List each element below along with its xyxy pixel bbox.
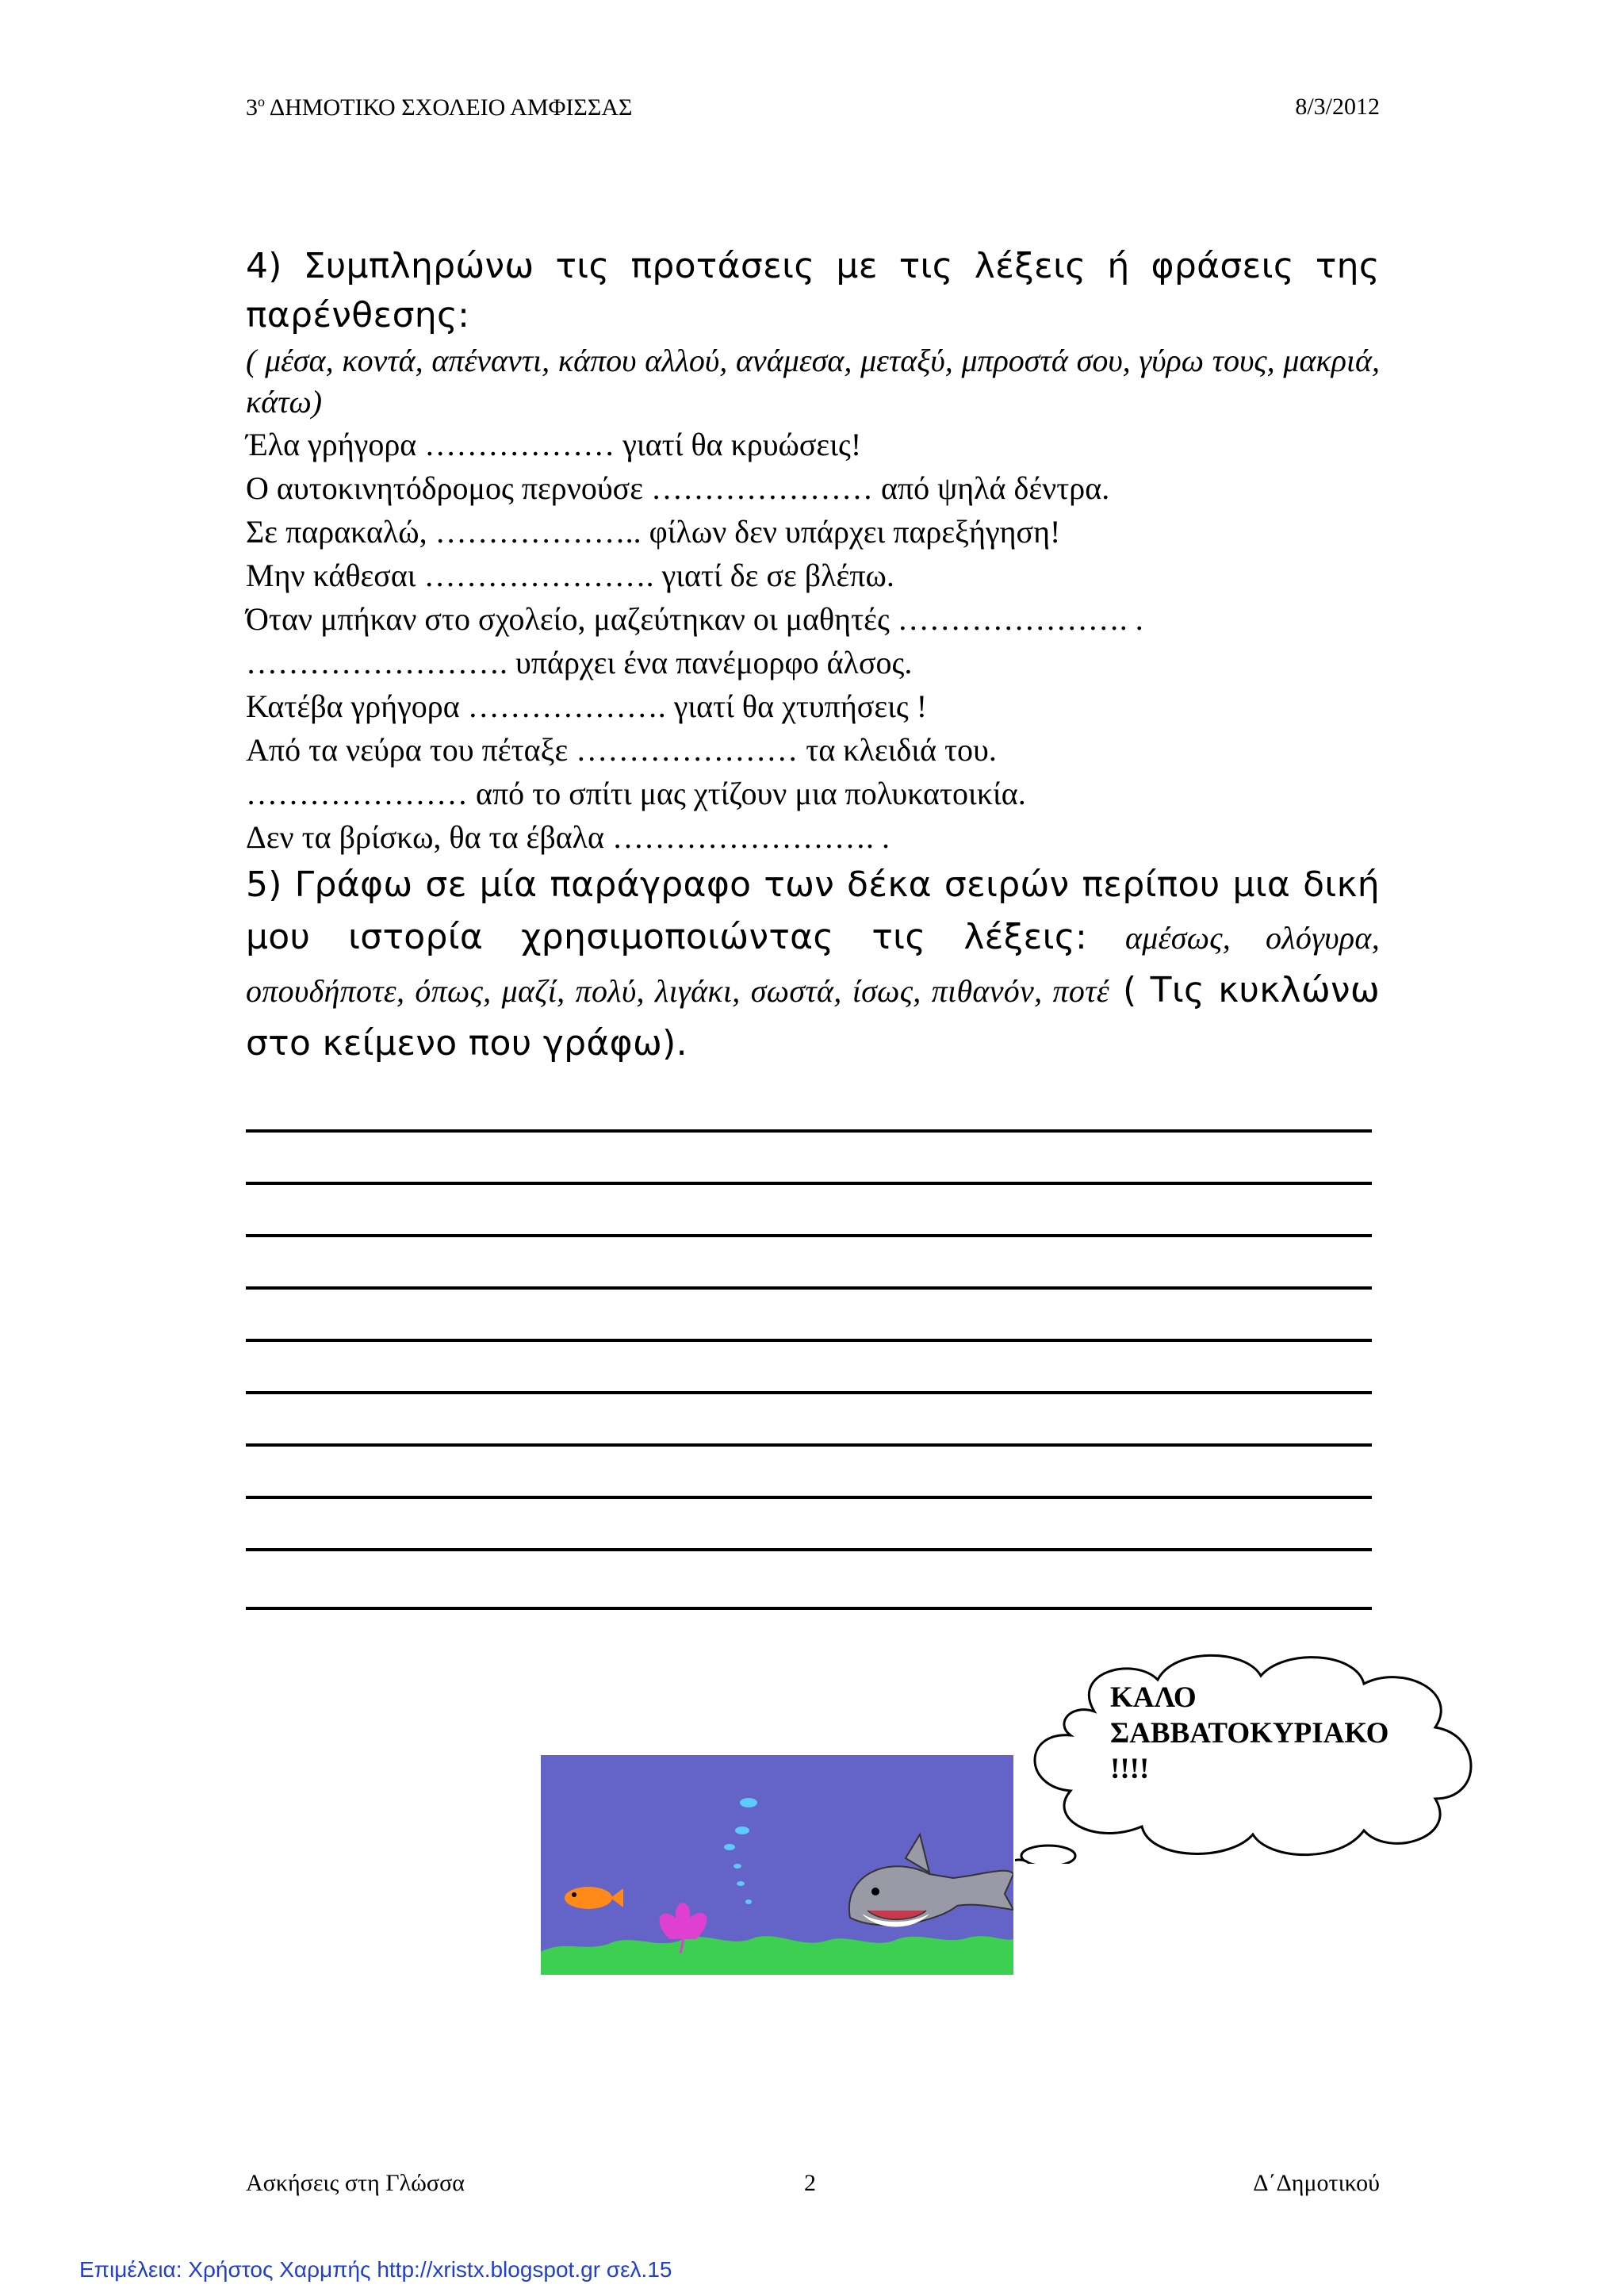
- sentence-6: ……………………. υπάρχει ένα πανέμορφο άλσος.: [246, 645, 913, 680]
- worksheet-content: [246, 242, 1380, 1070]
- exercise4-sentence-list: [246, 423, 1380, 859]
- sentence-2: Ο αυτοκινητόδρομος περνούσε ………………… από ψηλά δέντρα.: [246, 470, 1110, 506]
- sentence-1: Έλα γρήγορα ……………… γιατί θα κρυώσεις!: [246, 427, 862, 462]
- sentence-5: Όταν μπήκαν στο σχολείο, μαζεύτηκαν οι μαθητές …………………. .: [246, 601, 1143, 637]
- sentence-3: Σε παρακαλώ, ……………….. φίλων δεν υπάρχει παρεξήγηση!: [246, 514, 1061, 550]
- writing-line[interactable]: [246, 1234, 1372, 1237]
- footer-subject: Ασκήσεις στη Γλώσσα: [246, 2170, 465, 2196]
- bubble-line-3: !!!!: [1110, 1753, 1150, 1785]
- writing-line[interactable]: [246, 1286, 1372, 1290]
- aquarium-illustration: [541, 1755, 1013, 1975]
- page-footer: [246, 2170, 1380, 2197]
- writing-line[interactable]: [246, 1443, 1372, 1447]
- exercise5-word-list: αμέσως, ολόγυρα, οπουδήποτε, όπως, μαζί, πολύ, λιγάκι, σωστά, ίσως, πιθανόν, ποτέ: [246, 920, 1381, 1009]
- exercise5-intro: 5) Γράφω σε μία παράγραφο των δέκα σειρών περίπου μια δική μου ιστορία χρησιμοποιώντας τις λέξεις:: [246, 864, 1380, 957]
- header-date: 8/3/2012: [1295, 94, 1380, 120]
- writing-line[interactable]: [246, 1182, 1372, 1185]
- bubble-line-2: ΣΑΒΒΑΤΟΚΥΡΙΑΚΟ: [1110, 1717, 1389, 1750]
- writing-line[interactable]: [246, 1391, 1372, 1394]
- writing-line[interactable]: [246, 1607, 1372, 1610]
- writing-line[interactable]: [246, 1548, 1372, 1551]
- writing-line[interactable]: [246, 1496, 1372, 1499]
- exercise5-outro: ( Τις κυκλώνω στο κείμενο που γράφω).: [246, 970, 1381, 1064]
- bubble-line-1: ΚΑΛΟ: [1110, 1681, 1197, 1714]
- sentence-7: Κατέβα γρήγορα ………………. γιατί θα χτυπήσεις !: [246, 688, 928, 724]
- page-header: [246, 94, 1380, 121]
- credit-line: Επιμέλεια: Χρήστος Χαρμπής http://xristx.blogspot.gr σελ.15: [79, 2257, 672, 2282]
- sentence-9: ………………… από το σπίτι μας χτίζουν μια πολυκατοικία.: [246, 776, 1026, 811]
- writing-line[interactable]: [246, 1339, 1372, 1342]
- school-superscript: ο: [258, 94, 265, 109]
- exercise4-title: 4) Συμπληρώνω τις προτάσεις με τις λέξεις ή φράσεις της παρένθεσης:: [246, 246, 1380, 335]
- sentence-8: Από τα νεύρα του πέταξε ………………… τα κλειδιά του.: [246, 732, 997, 768]
- sentence-4: Μην κάθεσαι …………………. γιατί δε σε βλέπω.: [246, 558, 894, 593]
- school-number: 3: [246, 94, 258, 121]
- exercise5-instructions: [246, 859, 1380, 1070]
- exercise4-word-bank: ( μέσα, κοντά, απέναντι, κάπου αλλού, ανάμεσα, μεταξύ, μπροστά σου, γύρω τους, μακριά, κάτω): [246, 343, 1380, 420]
- school-name: ΔΗΜΟΤΙΚΟ ΣΧΟΛΕΙΟ ΑΜΦΙΣΣΑΣ: [265, 94, 633, 121]
- footer-page-number: 2: [804, 2170, 816, 2196]
- footer-grade: Δ΄Δημοτικού: [1253, 2170, 1380, 2196]
- sentence-10: Δεν τα βρίσκω, θα τα έβαλα ……………………. .: [246, 819, 891, 855]
- speech-bubble-text: [1110, 1680, 1388, 1787]
- writing-line[interactable]: [246, 1129, 1372, 1133]
